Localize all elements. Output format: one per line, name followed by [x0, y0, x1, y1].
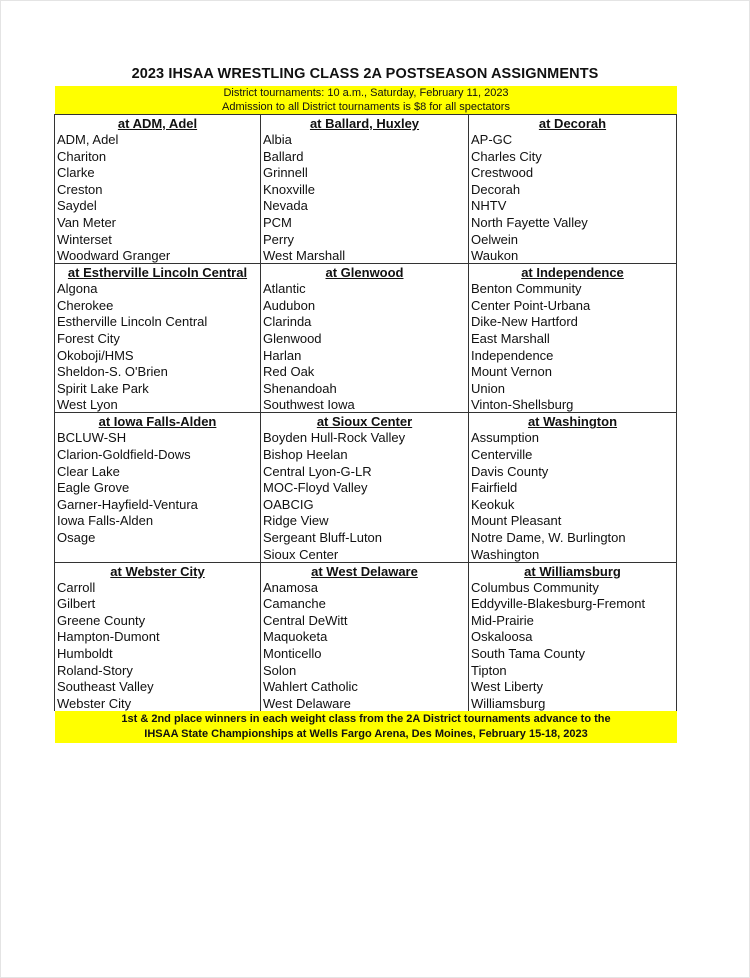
- team-name: Creston: [57, 181, 103, 197]
- team-name: Southwest Iowa: [263, 397, 355, 413]
- team-name: South Tama County: [471, 645, 585, 661]
- district-site-cell: [469, 413, 676, 562]
- team-name: Keokuk: [471, 496, 515, 512]
- district-site-name: at Iowa Falls-Alden: [98, 414, 217, 430]
- team-name: Oelwein: [471, 231, 518, 247]
- team-name: Glenwood: [263, 330, 322, 346]
- header-schedule-line: District tournaments: 10 a.m., Saturday, February 11, 2023: [223, 87, 509, 99]
- team-name: Winterset: [57, 231, 112, 247]
- team-name: Crestwood: [471, 165, 534, 181]
- team-name: Algona: [57, 281, 98, 297]
- team-name: Mount Pleasant: [471, 513, 562, 529]
- district-site-name: at West Delaware: [311, 563, 418, 579]
- team-name: Central DeWitt: [263, 612, 348, 628]
- team-name: BCLUW-SH: [57, 430, 127, 446]
- assignments-table: [54, 114, 677, 711]
- footer-banner: [55, 711, 677, 743]
- team-name: Sergeant Bluff-Luton: [263, 529, 383, 545]
- team-name: Carroll: [57, 579, 96, 595]
- team-name: Independence: [471, 347, 554, 363]
- district-site-name: at Washington: [527, 414, 618, 430]
- team-name: Atlantic: [263, 281, 306, 297]
- team-name: Union: [471, 380, 505, 396]
- footer-state-line: IHSAA State Championships at Wells Fargo Arena, Des Moines, February 15-18, 2023: [144, 728, 588, 740]
- team-name: West Delaware: [263, 695, 351, 711]
- team-name: Boyden Hull-Rock Valley: [263, 430, 406, 446]
- team-name: Van Meter: [57, 214, 117, 230]
- district-site-name: at Williamsburg: [524, 563, 621, 579]
- team-name: Cherokee: [57, 297, 114, 313]
- team-name: Benton Community: [471, 281, 582, 297]
- district-site-cell: [469, 115, 676, 264]
- team-name: Knoxville: [263, 181, 316, 197]
- team-name: Oskaloosa: [471, 629, 533, 645]
- header-banner: [55, 86, 677, 114]
- team-name: Greene County: [57, 612, 146, 628]
- team-name: Williamsburg: [471, 695, 546, 711]
- team-name: Waukon: [471, 248, 519, 264]
- team-name: West Liberty: [471, 679, 544, 695]
- team-name: Bishop Heelan: [263, 446, 348, 462]
- district-site-cell: [261, 115, 469, 264]
- team-name: Camanche: [263, 596, 326, 612]
- team-name: Forest City: [57, 330, 120, 346]
- team-name: Clarion-Goldfield-Dows: [57, 446, 191, 462]
- team-name: Columbus Community: [471, 579, 599, 595]
- team-name: Chariton: [57, 148, 107, 164]
- page-title: 2023 IHSAA WRESTLING CLASS 2A POSTSEASON ASSIGNMENTS: [131, 66, 599, 82]
- team-name: Sheldon-S. O'Brien: [57, 364, 168, 380]
- team-name: Monticello: [263, 645, 322, 661]
- team-name: Centerville: [471, 446, 533, 462]
- team-name: Vinton-Shellsburg: [471, 397, 574, 413]
- district-site-name: at Ballard, Huxley: [309, 116, 420, 131]
- team-name: Osage: [57, 529, 96, 545]
- team-name: Spirit Lake Park: [57, 380, 149, 396]
- team-name: Tipton: [471, 662, 507, 678]
- district-site-name: at Independence: [521, 265, 624, 281]
- team-name: Nevada: [263, 198, 308, 214]
- team-name: East Marshall: [471, 330, 550, 346]
- district-site-cell: [55, 413, 261, 562]
- team-name: Eddyville-Blakesburg-Fremont: [471, 596, 646, 612]
- team-name: Woodward Granger: [57, 248, 171, 264]
- team-name: Okoboji/HMS: [57, 347, 134, 363]
- team-name: Davis County: [471, 463, 549, 479]
- district-site-cell: [261, 264, 469, 413]
- district-site-cell: [261, 563, 469, 712]
- team-name: Audubon: [263, 297, 316, 313]
- district-site-name: at Estherville Lincoln Central: [67, 265, 248, 281]
- team-name: Anamosa: [263, 579, 318, 595]
- team-name: Charles City: [471, 148, 542, 164]
- team-name: Notre Dame, W. Burlington: [471, 529, 626, 545]
- team-name: ADM, Adel: [57, 132, 119, 147]
- team-name: Fairfield: [471, 480, 518, 496]
- team-name: Ridge View: [263, 513, 329, 529]
- team-name: Wahlert Catholic: [263, 679, 358, 695]
- team-name: Gilbert: [57, 596, 96, 612]
- team-name: North Fayette Valley: [471, 214, 588, 230]
- team-name: Mid-Prairie: [471, 612, 534, 628]
- team-name: Sioux Center: [263, 546, 339, 562]
- team-name: Clear Lake: [57, 463, 120, 479]
- team-name: Maquoketa: [263, 629, 328, 645]
- team-name: Assumption: [471, 430, 539, 446]
- team-name: Southeast Valley: [57, 679, 154, 695]
- team-name: OABCIG: [263, 496, 314, 512]
- footer-advance-line: 1st & 2nd place winners in each weight class from the 2A District tournaments advance to the: [121, 713, 611, 725]
- district-site-cell: [55, 115, 261, 264]
- district-site-cell: [469, 264, 676, 413]
- team-name: Dike-New Hartford: [471, 314, 578, 330]
- team-name: Red Oak: [263, 364, 315, 380]
- team-name: Decorah: [471, 181, 521, 197]
- team-name: Perry: [263, 231, 295, 247]
- team-name: Roland-Story: [57, 662, 133, 678]
- team-name: Hampton-Dumont: [57, 629, 160, 645]
- team-name: NHTV: [471, 198, 507, 214]
- team-name: Central Lyon-G-LR: [263, 463, 372, 479]
- team-name: Grinnell: [263, 165, 308, 181]
- district-site-cell: [55, 264, 261, 413]
- team-name: Iowa Falls-Alden: [57, 513, 154, 529]
- team-name: Ballard: [263, 148, 304, 164]
- team-name: Webster City: [57, 695, 132, 711]
- team-name: Clarinda: [263, 314, 312, 330]
- district-site-cell: [469, 563, 676, 712]
- team-name: Humboldt: [57, 645, 113, 661]
- district-site-name: at Decorah: [538, 116, 607, 131]
- team-name: Center Point-Urbana: [471, 297, 591, 313]
- team-name: Clarke: [57, 165, 95, 181]
- district-site-name: at ADM, Adel: [117, 116, 198, 131]
- team-name: Shenandoah: [263, 380, 337, 396]
- team-name: Eagle Grove: [57, 480, 130, 496]
- team-name: West Marshall: [263, 248, 346, 264]
- team-name: Estherville Lincoln Central: [57, 314, 208, 330]
- district-site-name: at Sioux Center: [316, 414, 413, 430]
- team-name: Garner-Hayfield-Ventura: [57, 496, 198, 512]
- team-name: Mount Vernon: [471, 364, 552, 380]
- district-site-cell: [55, 563, 261, 712]
- team-name: Solon: [263, 662, 297, 678]
- team-name: MOC-Floyd Valley: [263, 480, 368, 496]
- district-site-name: at Webster City: [110, 563, 205, 579]
- team-name: Saydel: [57, 198, 97, 214]
- district-site-cell: [261, 413, 469, 562]
- team-name: AP-GC: [471, 132, 513, 147]
- district-site-name: at Glenwood: [325, 265, 404, 281]
- team-name: Albia: [263, 132, 292, 147]
- team-name: PCM: [263, 214, 292, 230]
- team-name: West Lyon: [57, 397, 118, 413]
- header-admission-line: Admission to all District tournaments is $8 for all spectators: [222, 101, 510, 113]
- team-name: Harlan: [263, 347, 302, 363]
- team-name: Washington: [471, 546, 540, 562]
